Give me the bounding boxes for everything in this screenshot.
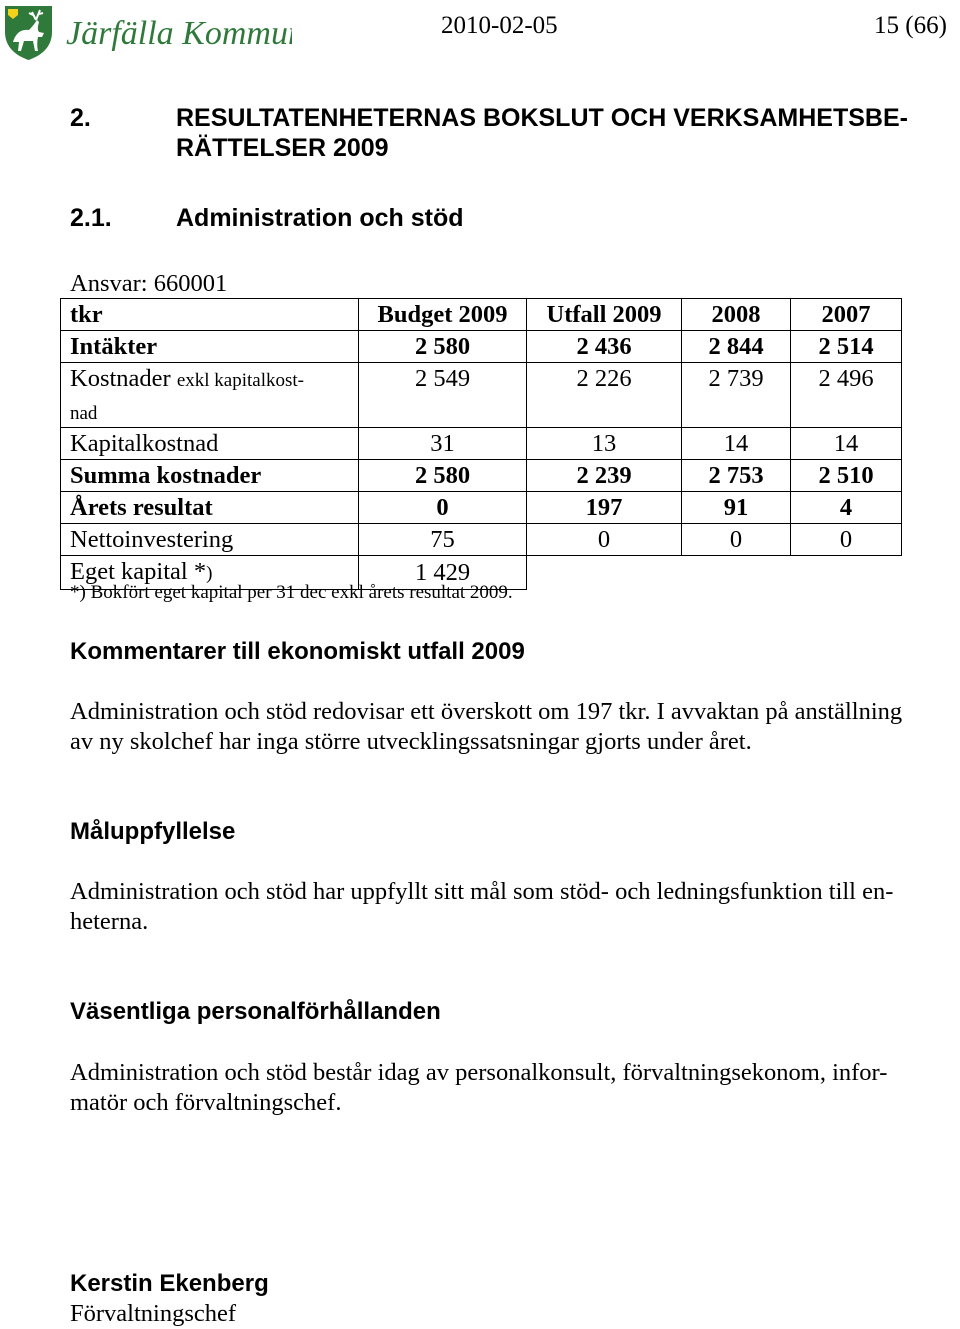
table-row xyxy=(61,363,902,428)
row-label: Nettoinvestering xyxy=(61,524,359,556)
table-header-cell: Utfall 2009 xyxy=(527,299,682,331)
table-header-cell: 2007 xyxy=(791,299,902,331)
table-cell: 197 xyxy=(527,492,682,524)
table-cell: 91 xyxy=(682,492,791,524)
table-cell: 2 580 xyxy=(359,460,527,492)
goals-heading: Måluppfyllelse xyxy=(70,818,236,845)
table-cell: 31 xyxy=(359,428,527,460)
row-label-wrap: nad xyxy=(70,403,98,424)
table-cell: 2 514 xyxy=(791,331,902,363)
document-date: 2010-02-05 xyxy=(441,12,558,39)
comments-line1: Administration och stöd redovisar ett överskott om 197 tkr. I avvaktan på anställning xyxy=(70,698,903,725)
row-label-note: exkl kapitalkost- xyxy=(176,370,304,391)
table-header-row xyxy=(61,299,902,331)
table-cell: 2 580 xyxy=(359,331,527,363)
table-row xyxy=(61,428,902,460)
table-cell: 0 xyxy=(682,524,791,556)
comments-line2: av ny skolchef har inga större utvecklingssatsningar gjorts under året. xyxy=(70,728,752,755)
row-label-main: Kostnader xyxy=(70,365,171,392)
table-row xyxy=(61,460,902,492)
empty-cell xyxy=(791,556,902,590)
logo-wordmark: Järfälla Kommun xyxy=(66,15,292,52)
table-row xyxy=(61,492,902,524)
table-cell: 4 xyxy=(791,492,902,524)
table-cell: 0 xyxy=(791,524,902,556)
section-title-line2: RÄTTELSER 2009 xyxy=(176,134,389,162)
row-label xyxy=(61,363,359,428)
financial-table xyxy=(60,298,902,590)
table-cell: 2 436 xyxy=(527,331,682,363)
table-row xyxy=(61,524,902,556)
section-number: 2. xyxy=(70,104,91,132)
row-label: Årets resultat xyxy=(61,492,359,524)
table-cell: 14 xyxy=(682,428,791,460)
table-header-cell: tkr xyxy=(61,299,359,331)
table-row xyxy=(61,331,902,363)
table-header-cell: Budget 2009 xyxy=(359,299,527,331)
signature-name: Kerstin Ekenberg xyxy=(70,1270,269,1297)
table-cell: 1 429 xyxy=(359,556,527,590)
table-cell: 2 496 xyxy=(791,363,902,428)
goals-line1: Administration och stöd har uppfyllt sitt mål som stöd- och ledningsfunktion till en- xyxy=(70,878,894,905)
row-label-main: Eget kapital * xyxy=(70,558,207,585)
section-title-line1: RESULTATENHETERNAS BOKSLUT OCH VERKSAMHETSBE- xyxy=(176,104,908,132)
empty-cell xyxy=(527,556,682,590)
table-footnote: *) Bokfört eget kapital per 31 dec exkl årets resultat 2009. xyxy=(70,582,513,603)
table-cell: 2 753 xyxy=(682,460,791,492)
subsection-title: Administration och stöd xyxy=(176,204,464,232)
row-label: Kapitalkostnad xyxy=(61,428,359,460)
table-cell: 2 239 xyxy=(527,460,682,492)
subsection-number: 2.1. xyxy=(70,204,112,232)
table-cell: 2 549 xyxy=(359,363,527,428)
staff-heading: Väsentliga personalförhållanden xyxy=(70,998,441,1025)
table-cell: 0 xyxy=(527,524,682,556)
empty-cell xyxy=(682,556,791,590)
table-cell: 2 739 xyxy=(682,363,791,428)
comments-heading: Kommentarer till ekonomiskt utfall 2009 xyxy=(70,638,525,665)
signature-role: Förvaltningschef xyxy=(70,1300,237,1327)
table-cell: 13 xyxy=(527,428,682,460)
staff-line1: Administration och stöd består idag av personalkonsult, förvaltningsekonom, infor- xyxy=(70,1059,888,1086)
table-cell: 75 xyxy=(359,524,527,556)
table-cell: 2 226 xyxy=(527,363,682,428)
table-cell: 14 xyxy=(791,428,902,460)
row-label: Intäkter xyxy=(61,331,359,363)
row-label: Summa kostnader xyxy=(61,460,359,492)
table-header-cell: 2008 xyxy=(682,299,791,331)
page-number: 15 (66) xyxy=(874,12,947,39)
goals-line2: heterna. xyxy=(70,908,149,935)
table-cell: 2 510 xyxy=(791,460,902,492)
table-cell: 0 xyxy=(359,492,527,524)
table-cell: 2 844 xyxy=(682,331,791,363)
row-label-suffix: ) xyxy=(206,563,213,584)
responsibility-code: Ansvar: 660001 xyxy=(70,270,228,297)
staff-line2: matör och förvaltningschef. xyxy=(70,1089,342,1116)
municipality-logo xyxy=(2,2,292,62)
